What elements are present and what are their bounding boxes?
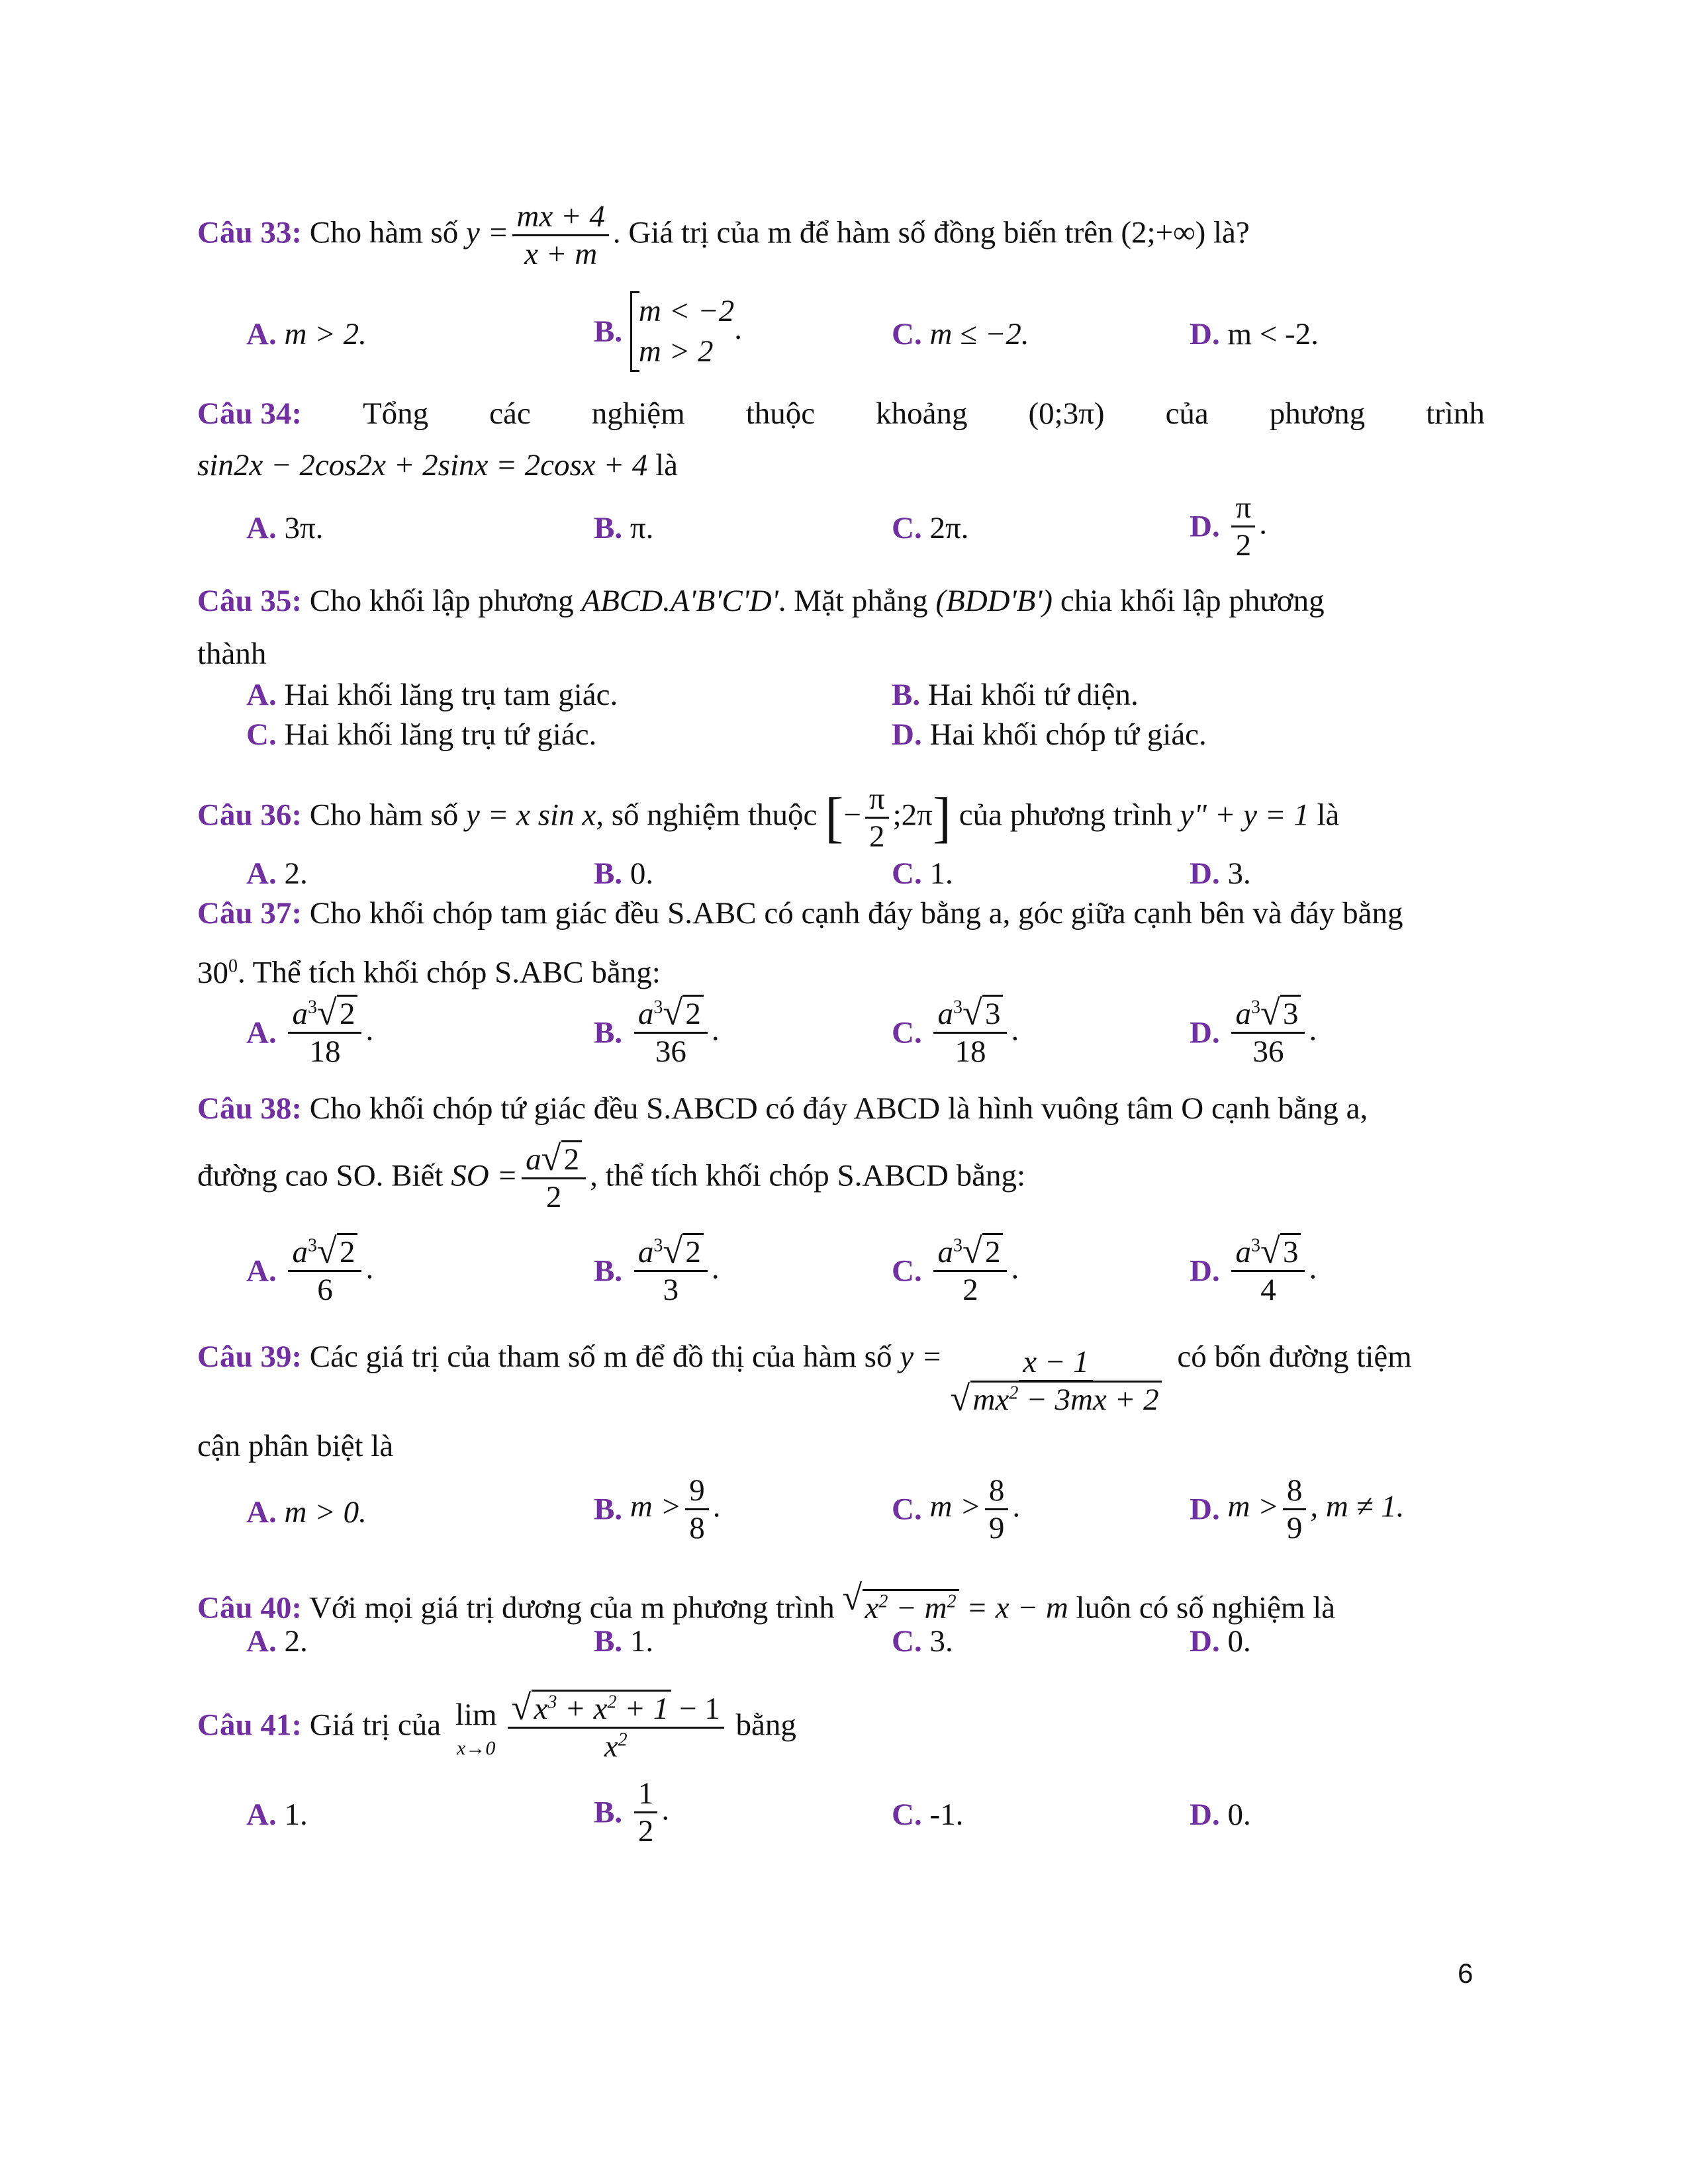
option-b[interactable]: B. m < −2 m > 2 . bbox=[594, 291, 742, 372]
option-a[interactable]: A. Hai khối lăng trụ tam giác. bbox=[246, 678, 618, 712]
option-a[interactable]: A. 3π. bbox=[246, 511, 324, 545]
question-35: Câu 35: Cho khối lập phương ABCD.A'B'C'D'. Mặt phẳng (BDD'B') chia khối lập phương bbox=[197, 584, 1325, 618]
option-d[interactable]: D. 3. bbox=[1190, 856, 1251, 891]
option-c[interactable]: C. 3. bbox=[892, 1624, 953, 1659]
option-c[interactable]: C. Hai khối lăng trụ tứ giác. bbox=[246, 717, 597, 752]
question-41: Câu 41: Giá trị của lim x→0 √ $\frac{x^3 + x^2 + 1 - 1}{x^2}$ bằng bbox=[197, 1691, 1485, 1764]
question-38-line2: đường cao SO. Biết SO = $\frac{a√ 2}{2}$ , thể tích khối chóp S.ABCD bằng: bbox=[197, 1142, 1485, 1215]
option-d[interactable]: D. 0. bbox=[1190, 1624, 1251, 1659]
question-36: Câu 36: Cho hàm số y = x sin x, số nghiệm thuộc [− $\frac{\pi}{2}$ ;2π] của phương trình y" + y = 1 là bbox=[197, 782, 1340, 854]
option-c[interactable]: C. 1. bbox=[892, 856, 953, 891]
option-b[interactable]: B. $\frac{1}{2}$ . bbox=[594, 1776, 670, 1849]
option-b[interactable]: B. m > $\frac{9}{8}$ . bbox=[594, 1473, 721, 1546]
limit: lim x→0 bbox=[455, 1697, 497, 1759]
option-c[interactable]: C. $\frac{a^3√ 3}{18}$ . bbox=[892, 996, 1019, 1069]
question-39-line2: cận phân biệt là bbox=[197, 1429, 394, 1463]
option-a[interactable]: A. 1. bbox=[246, 1797, 308, 1832]
option-b[interactable]: B. $\frac{a^3√ 2}{36}$ . bbox=[594, 996, 720, 1069]
option-a[interactable]: A. $\frac{a^3√ 2}{18}$ . bbox=[246, 996, 373, 1069]
option-b[interactable]: B. $\frac{a^3√ 2}{3}$ . bbox=[594, 1234, 720, 1308]
question-39: Câu 39: Các giá trị của tham số m để đồ thị của hàm số y = x − 1 √ $mx^2 - 3mx + 2$ có bốn đường tiệm bbox=[197, 1337, 1485, 1418]
question-label: Câu 33: bbox=[197, 215, 302, 250]
question-37-line2: $30^0$. Thể tích khối chóp S.ABC bằng: bbox=[197, 955, 661, 990]
page-number: 6 bbox=[1458, 1958, 1474, 1989]
question-38: Câu 38: Cho khối chóp tứ giác đều S.ABCD có đáy ABCD là hình vuông tâm O cạnh bằng a, bbox=[197, 1091, 1368, 1126]
option-d[interactable]: D. $\frac{a^3√ 3}{36}$ . bbox=[1190, 996, 1317, 1069]
fraction: $\frac{mx + 4}{x + m}$ bbox=[512, 199, 609, 272]
option-d[interactable]: D. $\frac{a^3√ 3}{4}$ . bbox=[1190, 1234, 1317, 1308]
option-a[interactable]: A. $\frac{a^3√ 2}{6}$ . bbox=[246, 1234, 373, 1308]
option-b[interactable]: B. 0. bbox=[594, 856, 654, 891]
option-c[interactable]: C. -1. bbox=[892, 1797, 964, 1832]
question-34: Câu 34: Tổng các nghiệm thuộc khoảng (0;3π) của phương trình bbox=[197, 396, 1485, 431]
option-d[interactable]: D. Hai khối chóp tứ giác. bbox=[892, 717, 1207, 752]
question-34-line2: sin2x − 2cos2x + 2sinx = 2cosx + 4 là bbox=[197, 448, 678, 482]
option-b[interactable]: B. π. bbox=[594, 511, 654, 545]
question-37: Câu 37: Cho khối chóp tam giác đều S.ABC có cạnh đáy bằng a, góc giữa cạnh bên và đáy bằng bbox=[197, 896, 1403, 931]
option-c[interactable]: C. 2π. bbox=[892, 511, 969, 545]
option-b[interactable]: B. Hai khối tứ diện. bbox=[892, 678, 1139, 712]
option-b[interactable]: B. 1. bbox=[594, 1624, 654, 1659]
option-d[interactable]: D. $\frac{\pi}{2}$ . bbox=[1190, 490, 1267, 563]
option-c[interactable]: C. $\frac{a^3√ 2}{2}$ . bbox=[892, 1234, 1019, 1308]
option-a[interactable]: A. 2. bbox=[246, 1624, 308, 1659]
question-35-line2: thành bbox=[197, 637, 267, 671]
option-d[interactable]: D. m > $\frac{8}{9}$ , m ≠ 1. bbox=[1190, 1473, 1405, 1546]
option-d[interactable]: D. 0. bbox=[1190, 1797, 1251, 1832]
option-a[interactable]: A. m > 2. bbox=[246, 317, 367, 351]
option-c[interactable]: C. m ≤ −2. bbox=[892, 317, 1029, 351]
option-a[interactable]: A. m > 0. bbox=[246, 1495, 367, 1529]
option-c[interactable]: C. m > $\frac{8}{9}$ . bbox=[892, 1473, 1021, 1546]
system: m < −2 m > 2 bbox=[630, 291, 734, 372]
question-33: Câu 33: Cho hàm số y = $\frac{mx + 4}{x + m}$ . Giá trị của m để hàm số đồng biến trên (2;+∞) là? bbox=[197, 199, 1250, 272]
option-a[interactable]: A. 2. bbox=[246, 856, 308, 891]
question-40: Câu 40: Với mọi giá trị dương của m phương trình √ $x^2 - m^2 = x - m$ luôn có số nghiệm là bbox=[197, 1582, 1485, 1628]
option-d[interactable]: D. m < -2. bbox=[1190, 317, 1319, 351]
